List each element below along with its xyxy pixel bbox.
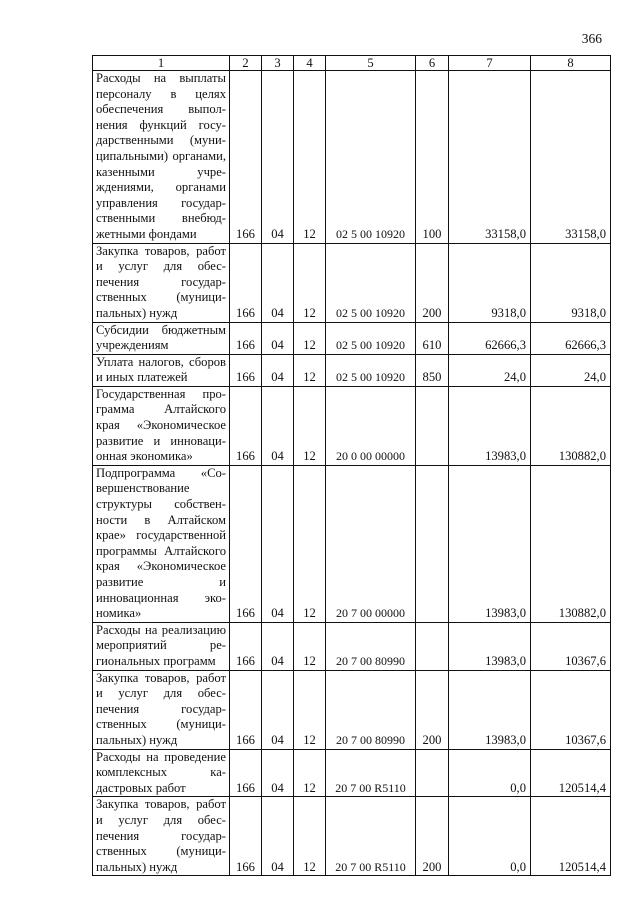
section-cell: 04 bbox=[262, 797, 294, 876]
ministry-code-cell: 166 bbox=[230, 386, 262, 465]
amount-cell-col8: 130882,0 bbox=[531, 386, 611, 465]
ministry-code-cell: 166 bbox=[230, 354, 262, 386]
column-header: 1 bbox=[93, 56, 230, 71]
budget-table bbox=[92, 55, 611, 876]
amount-cell-col8: 9318,0 bbox=[531, 243, 611, 322]
ministry-code-cell: 166 bbox=[230, 243, 262, 322]
ministry-code-cell: 166 bbox=[230, 670, 262, 749]
amount-cell-col8: 24,0 bbox=[531, 354, 611, 386]
target-article-cell: 20 7 00 80990 bbox=[326, 670, 416, 749]
table-row bbox=[93, 386, 611, 465]
subsection-cell: 12 bbox=[294, 71, 326, 244]
section-cell: 04 bbox=[262, 71, 294, 244]
section-cell: 04 bbox=[262, 622, 294, 670]
section-cell: 04 bbox=[262, 243, 294, 322]
column-header: 5 bbox=[326, 56, 416, 71]
target-article-cell: 02 5 00 10920 bbox=[326, 354, 416, 386]
amount-cell-col7: 0,0 bbox=[449, 749, 531, 797]
amount-cell-col7: 9318,0 bbox=[449, 243, 531, 322]
expense-name-cell: Расходы на выплаты персоналу в целях обеспечения выполнения функций государственными (муниципальными) органами, казенными учреждениями, органами управления государственными внебюджетными фондами bbox=[93, 71, 230, 244]
expense-type-cell: 100 bbox=[416, 71, 449, 244]
column-header: 7 bbox=[449, 56, 531, 71]
table-row bbox=[93, 243, 611, 322]
table-row bbox=[93, 622, 611, 670]
target-article-cell: 20 0 00 00000 bbox=[326, 386, 416, 465]
amount-cell-col7: 0,0 bbox=[449, 797, 531, 876]
expense-name-cell: Закупка товаров, работ и услуг для обеспечения государственных (муниципальных) нужд bbox=[93, 797, 230, 876]
expense-type-cell: 200 bbox=[416, 243, 449, 322]
target-article-cell: 02 5 00 10920 bbox=[326, 71, 416, 244]
target-article-cell: 20 7 00 80990 bbox=[326, 622, 416, 670]
ministry-code-cell: 166 bbox=[230, 465, 262, 622]
amount-cell-col8: 130882,0 bbox=[531, 465, 611, 622]
table-row bbox=[93, 354, 611, 386]
target-article-cell: 02 5 00 10920 bbox=[326, 243, 416, 322]
amount-cell-col8: 62666,3 bbox=[531, 322, 611, 354]
amount-cell-col7: 13983,0 bbox=[449, 386, 531, 465]
expense-type-cell: 610 bbox=[416, 322, 449, 354]
section-cell: 04 bbox=[262, 749, 294, 797]
expense-type-cell bbox=[416, 622, 449, 670]
table-row bbox=[93, 749, 611, 797]
subsection-cell: 12 bbox=[294, 465, 326, 622]
expense-type-cell: 200 bbox=[416, 797, 449, 876]
expense-name-cell: Закупка товаров, работ и услуг для обеспечения государственных (муниципальных) нужд bbox=[93, 243, 230, 322]
target-article-cell: 02 5 00 10920 bbox=[326, 322, 416, 354]
expense-type-cell bbox=[416, 465, 449, 622]
target-article-cell: 20 7 00 00000 bbox=[326, 465, 416, 622]
section-cell: 04 bbox=[262, 386, 294, 465]
column-header: 6 bbox=[416, 56, 449, 71]
expense-name-cell: Расходы на реализацию мероприятий региональных программ bbox=[93, 622, 230, 670]
amount-cell-col7: 33158,0 bbox=[449, 71, 531, 244]
amount-cell-col7: 62666,3 bbox=[449, 322, 531, 354]
expense-type-cell bbox=[416, 749, 449, 797]
amount-cell-col8: 120514,4 bbox=[531, 797, 611, 876]
expense-name-cell: Расходы на проведение комплексных кадастровых работ bbox=[93, 749, 230, 797]
amount-cell-col7: 24,0 bbox=[449, 354, 531, 386]
ministry-code-cell: 166 bbox=[230, 797, 262, 876]
expense-name-cell: Закупка товаров, работ и услуг для обеспечения государственных (муниципальных) нужд bbox=[93, 670, 230, 749]
column-header: 3 bbox=[262, 56, 294, 71]
amount-cell-col8: 10367,6 bbox=[531, 622, 611, 670]
amount-cell-col7: 13983,0 bbox=[449, 465, 531, 622]
section-cell: 04 bbox=[262, 354, 294, 386]
subsection-cell: 12 bbox=[294, 243, 326, 322]
target-article-cell: 20 7 00 R5110 bbox=[326, 797, 416, 876]
subsection-cell: 12 bbox=[294, 749, 326, 797]
expense-type-cell bbox=[416, 386, 449, 465]
ministry-code-cell: 166 bbox=[230, 622, 262, 670]
amount-cell-col7: 13983,0 bbox=[449, 670, 531, 749]
expense-name-cell: Подпрограмма «Совершенствование структуры собственности в Алтайском крае» государственной программы Алтайского края «Экономическое развитие и инновационная экономика» bbox=[93, 465, 230, 622]
table-row bbox=[93, 465, 611, 622]
expense-name-cell: Государственная программа Алтайского края «Экономическое развитие и инновационная экономика» bbox=[93, 386, 230, 465]
table-row bbox=[93, 322, 611, 354]
ministry-code-cell: 166 bbox=[230, 71, 262, 244]
subsection-cell: 12 bbox=[294, 622, 326, 670]
amount-cell-col7: 13983,0 bbox=[449, 622, 531, 670]
ministry-code-cell: 166 bbox=[230, 749, 262, 797]
table-row bbox=[93, 797, 611, 876]
amount-cell-col8: 10367,6 bbox=[531, 670, 611, 749]
subsection-cell: 12 bbox=[294, 386, 326, 465]
table-row bbox=[93, 670, 611, 749]
target-article-cell: 20 7 00 R5110 bbox=[326, 749, 416, 797]
column-header: 2 bbox=[230, 56, 262, 71]
column-header: 4 bbox=[294, 56, 326, 71]
expense-type-cell: 200 bbox=[416, 670, 449, 749]
expense-type-cell: 850 bbox=[416, 354, 449, 386]
ministry-code-cell: 166 bbox=[230, 322, 262, 354]
subsection-cell: 12 bbox=[294, 797, 326, 876]
expense-name-cell: Субсидии бюджетным учреждениям bbox=[93, 322, 230, 354]
subsection-cell: 12 bbox=[294, 322, 326, 354]
section-cell: 04 bbox=[262, 670, 294, 749]
subsection-cell: 12 bbox=[294, 670, 326, 749]
expense-name-cell: Уплата налогов, сборов и иных платежей bbox=[93, 354, 230, 386]
section-cell: 04 bbox=[262, 465, 294, 622]
amount-cell-col8: 120514,4 bbox=[531, 749, 611, 797]
section-cell: 04 bbox=[262, 322, 294, 354]
column-header: 8 bbox=[531, 56, 611, 71]
header-row bbox=[93, 56, 611, 71]
amount-cell-col8: 33158,0 bbox=[531, 71, 611, 244]
page-number: 366 bbox=[581, 31, 602, 46]
table-row bbox=[93, 71, 611, 244]
subsection-cell: 12 bbox=[294, 354, 326, 386]
